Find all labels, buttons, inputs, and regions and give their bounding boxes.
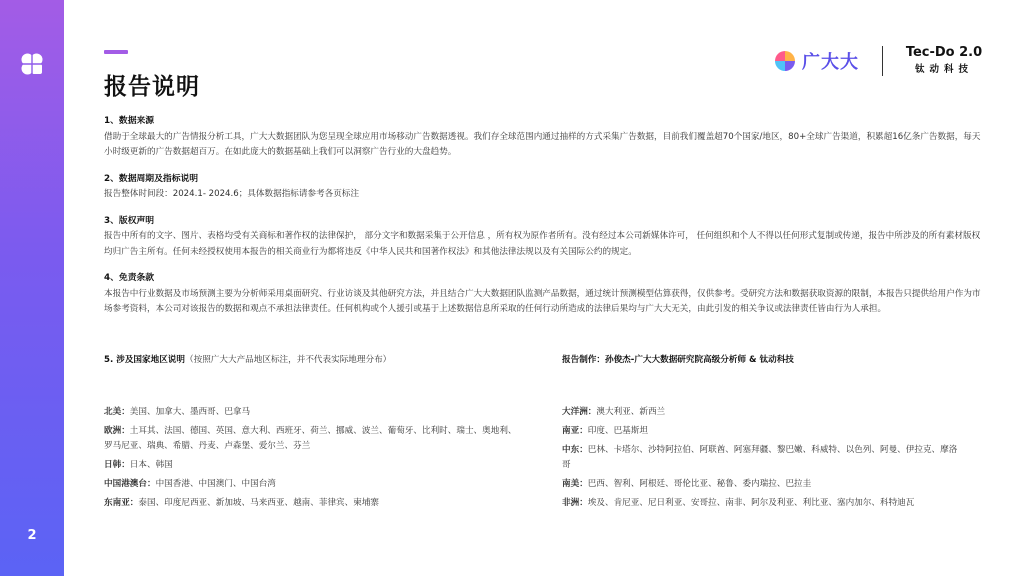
region-label: 南亚： (562, 426, 588, 436)
section-copyright (104, 214, 984, 261)
section-data-source (104, 114, 984, 161)
region-label: 东南亚： (104, 498, 139, 508)
region-label: 南美： (562, 479, 588, 489)
region-item (562, 496, 962, 511)
region-label: 欧洲： (104, 426, 130, 436)
region-label: 大洋洲： (562, 407, 597, 417)
brand-name: 广大大 (802, 52, 859, 73)
region-item (562, 477, 962, 492)
region-label: 北美： (104, 407, 130, 417)
region-countries: 印度、巴基斯坦 (587, 426, 648, 436)
region-countries: 土耳其、法国、德国、英国、意大利、西班牙、荷兰、挪威、波兰、葡萄牙、比利时、瑞士、奥地利、罗马尼亚、瑞典、希腊、丹麦、卢森堡、爱尔兰、芬兰 (104, 426, 517, 451)
region-countries: 美国、加拿大、墨西哥、巴拿马 (129, 407, 251, 417)
section-period (104, 172, 984, 203)
region-countries: 埃及、肯尼亚、尼日利亚、安哥拉、南非、阿尔及利亚、利比亚、塞内加尔、科特迪瓦 (587, 498, 915, 508)
regions-heading (104, 353, 524, 368)
brand-divider (882, 46, 883, 76)
partner-logo (904, 45, 984, 75)
region-item (562, 424, 962, 439)
partner-subtitle: 钛动科技 (914, 64, 973, 75)
section-body: 本报告中行业数据及市场预测主要为分析师采用桌面研究、行业访谈及其他研究方法，并且结合广大大数据团队监测产品数据，通过统计预测模型估算获得，仅供参考。受研究方法和数据获取资源的限制，本报告只提供给用户作为市场参考资料，本公司对该报告的数据和观点不承担法律责任。任何机构或个人援引或基于上述数据信息所采取的任何行动所造成的法律后果均与广大大无关，由此引发的相关争议或法律责任皆由行为人承担。 (104, 288, 981, 314)
sidebar (0, 0, 64, 576)
regions-left-column (104, 353, 524, 508)
logo-icon (20, 52, 44, 76)
section-disclaimer (104, 271, 984, 318)
region-label: 中国港澳台： (104, 479, 156, 489)
region-countries: 中国香港、中国澳门、中国台湾 (155, 479, 276, 489)
partner-title: Tec-Do 2.0 (905, 45, 983, 60)
region-countries: 巴林、卡塔尔、沙特阿拉伯、阿联酋、阿塞拜疆、黎巴嫩、科威特、以色列、阿曼、伊拉克、摩洛哥 (562, 445, 958, 470)
regions-note: （按照广大大产品地区标注，并不代表实际地理分布） (185, 355, 392, 365)
region-label: 非洲： (562, 498, 588, 508)
region-label: 中东： (562, 445, 588, 455)
region-countries: 日本、韩国 (129, 460, 173, 470)
region-item (562, 443, 962, 473)
region-countries: 澳大利亚、新西兰 (596, 407, 666, 417)
region-item (104, 405, 524, 420)
title-accent-bar (104, 50, 128, 54)
section-heading: 1、数据来源 (104, 116, 155, 126)
producer-credit: 报告制作：孙俊杰-广大大数据研究院高级分析师 & 钛动科技 (562, 355, 794, 365)
page-number: 2 (27, 528, 37, 543)
region-countries: 泰国、印度尼西亚、新加坡、马来西亚、越南、菲律宾、柬埔寨 (138, 498, 380, 508)
regions-heading-text: 5. 涉及国家地区说明 (104, 355, 185, 365)
region-countries: 巴西、智利、阿根廷、哥伦比亚、秘鲁、委内瑞拉、巴拉圭 (587, 479, 812, 489)
page-title: 报告说明 (104, 74, 200, 100)
section-heading: 3、版权声明 (104, 215, 155, 226)
section-heading: 4、免责条款 (104, 273, 155, 283)
brand-logo (774, 46, 859, 76)
brand-icon (774, 50, 796, 72)
region-item (562, 405, 962, 420)
region-item (104, 496, 524, 511)
regions-right-column (562, 353, 984, 508)
section-body: 报告中所有的文字、图片、表格均受有关商标和著作权的法律保护， 部分文字和数据采集于公开信息 ，所有权为原作者所有。没有经过本公司新媒体许可， 任何组织和个人不得以任何形式复制或传递，报告中所涉及的所有素材版权均归广告主所有。任何未经授权使用本报告的相关商业行为都将违反《中华人民共和国著作权法》和其他法律法规以及有关国际公约的规定。 (104, 231, 981, 257)
region-item (104, 477, 524, 492)
region-label: 日韩： (104, 460, 130, 470)
section-heading: 2、数据周期及指标说明 (104, 173, 199, 184)
region-item (104, 458, 524, 473)
section-body: 借助于全球最大的广告情报分析工具，广大大数据团队为您呈现全球应用市场移动广告数据透视。我们存全球范围内通过抽样的方式采集广告数据，目前我们覆盖超70个国家/地区，80+全球广告渠道，积累超16亿条广告数据，每天小时级更新的广告数据超百万。在如此庞大的数据基础上我们可以洞察广告行业的大盘趋势。 (104, 131, 981, 157)
region-item (104, 424, 524, 454)
section-body: 报告整体时间段：2024.1- 2024.6；具体数据指标请参考各页标注 (104, 189, 360, 199)
report-notes (104, 114, 984, 329)
